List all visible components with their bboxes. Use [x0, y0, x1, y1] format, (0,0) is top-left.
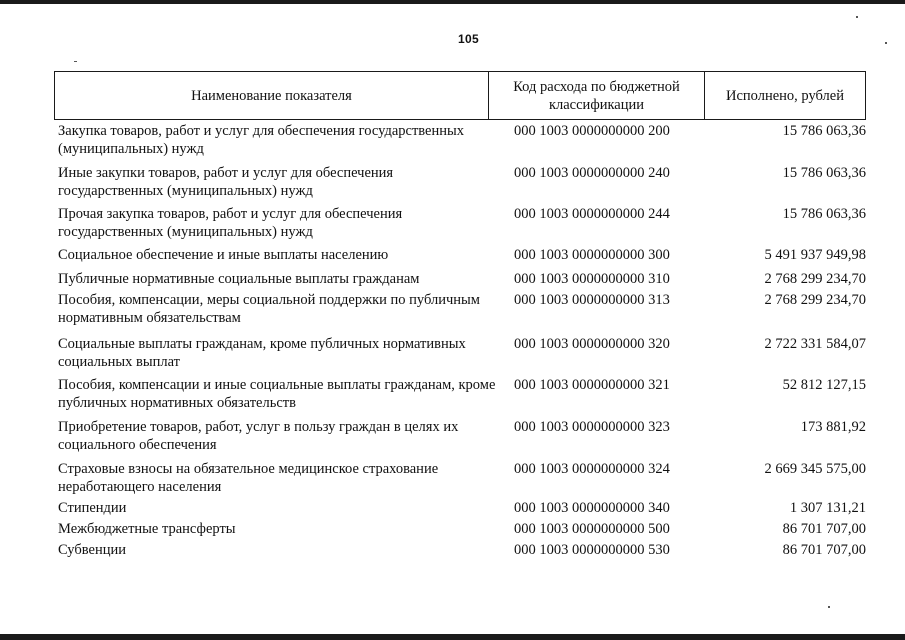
row-amount: 2 722 331 584,07 [764, 336, 866, 352]
row-amount: 2 768 299 234,70 [764, 292, 866, 308]
row-code: 000 1003 0000000000 500 [514, 521, 670, 537]
row-amount: 1 307 131,21 [789, 500, 866, 516]
scan-bottom-edge [0, 634, 905, 640]
row-code: 000 1003 0000000000 530 [514, 542, 670, 558]
row-name: Межбюджетные трансферты [58, 521, 236, 537]
scan-speck [828, 606, 830, 608]
row-amount: 15 786 063,36 [782, 165, 866, 181]
row-code: 000 1003 0000000000 323 [514, 419, 670, 435]
row-name: Приобретение товаров, работ, услуг в пользу граждан в целях их социального обеспечения [58, 419, 459, 453]
row-amount: 52 812 127,15 [782, 377, 866, 393]
row-name: Пособия, компенсации, меры социальной поддержки по публичным нормативным обязательствам [58, 292, 480, 326]
scan-speck [885, 42, 887, 44]
row-name: Пособия, компенсации и иные социальные выплаты гражданам, кроме публичных нормативных обязательств [58, 377, 496, 411]
row-code: 000 1003 0000000000 340 [514, 500, 670, 516]
row-name: Прочая закупка товаров, работ и услуг для обеспечения государственных (муниципальных) нужд [58, 206, 403, 240]
row-name: Закупка товаров, работ и услуг для обеспечения государственных (муниципальных) нужд [58, 123, 465, 157]
row-name: Страховые взносы на обязательное медицинское страхование неработающего населения [58, 461, 439, 495]
row-amount: 15 786 063,36 [782, 123, 866, 139]
row-code: 000 1003 0000000000 310 [514, 271, 670, 287]
header-amount: Исполнено, рублей [726, 87, 844, 104]
row-name: Социальное обеспечение и иные выплаты населению [58, 247, 389, 263]
row-name: Социальные выплаты гражданам, кроме публичных нормативных социальных выплат [58, 336, 466, 370]
row-name: Стипендии [58, 500, 127, 516]
row-name: Публичные нормативные социальные выплаты гражданам [58, 271, 420, 287]
row-amount: 5 491 937 949,98 [764, 247, 866, 263]
row-amount: 2 669 345 575,00 [764, 461, 866, 477]
row-code: 000 1003 0000000000 313 [514, 292, 670, 308]
row-code: 000 1003 0000000000 321 [514, 377, 670, 393]
row-code: 000 1003 0000000000 240 [514, 165, 670, 181]
header-code: Код расхода по бюджетной классификации [489, 72, 705, 119]
row-amount: 86 701 707,00 [782, 542, 866, 558]
row-amount: 173 881,92 [800, 419, 866, 435]
row-name: Иные закупки товаров, работ и услуг для обеспечения государственных (муниципальных) нужд [58, 165, 394, 199]
scan-top-edge [0, 0, 905, 4]
row-code: 000 1003 0000000000 200 [514, 123, 670, 139]
scan-speck [74, 61, 77, 62]
scan-speck [856, 16, 858, 18]
row-amount: 86 701 707,00 [782, 521, 866, 537]
header-name: Наименование показателя [55, 72, 489, 119]
row-amount: 2 768 299 234,70 [764, 271, 866, 287]
row-code: 000 1003 0000000000 300 [514, 247, 670, 263]
row-name: Субвенции [58, 542, 126, 558]
table-header [54, 71, 866, 120]
row-amount: 15 786 063,36 [782, 206, 866, 222]
row-code: 000 1003 0000000000 320 [514, 336, 670, 352]
page-number: 105 [458, 32, 479, 46]
row-code: 000 1003 0000000000 324 [514, 461, 670, 477]
row-code: 000 1003 0000000000 244 [514, 206, 670, 222]
